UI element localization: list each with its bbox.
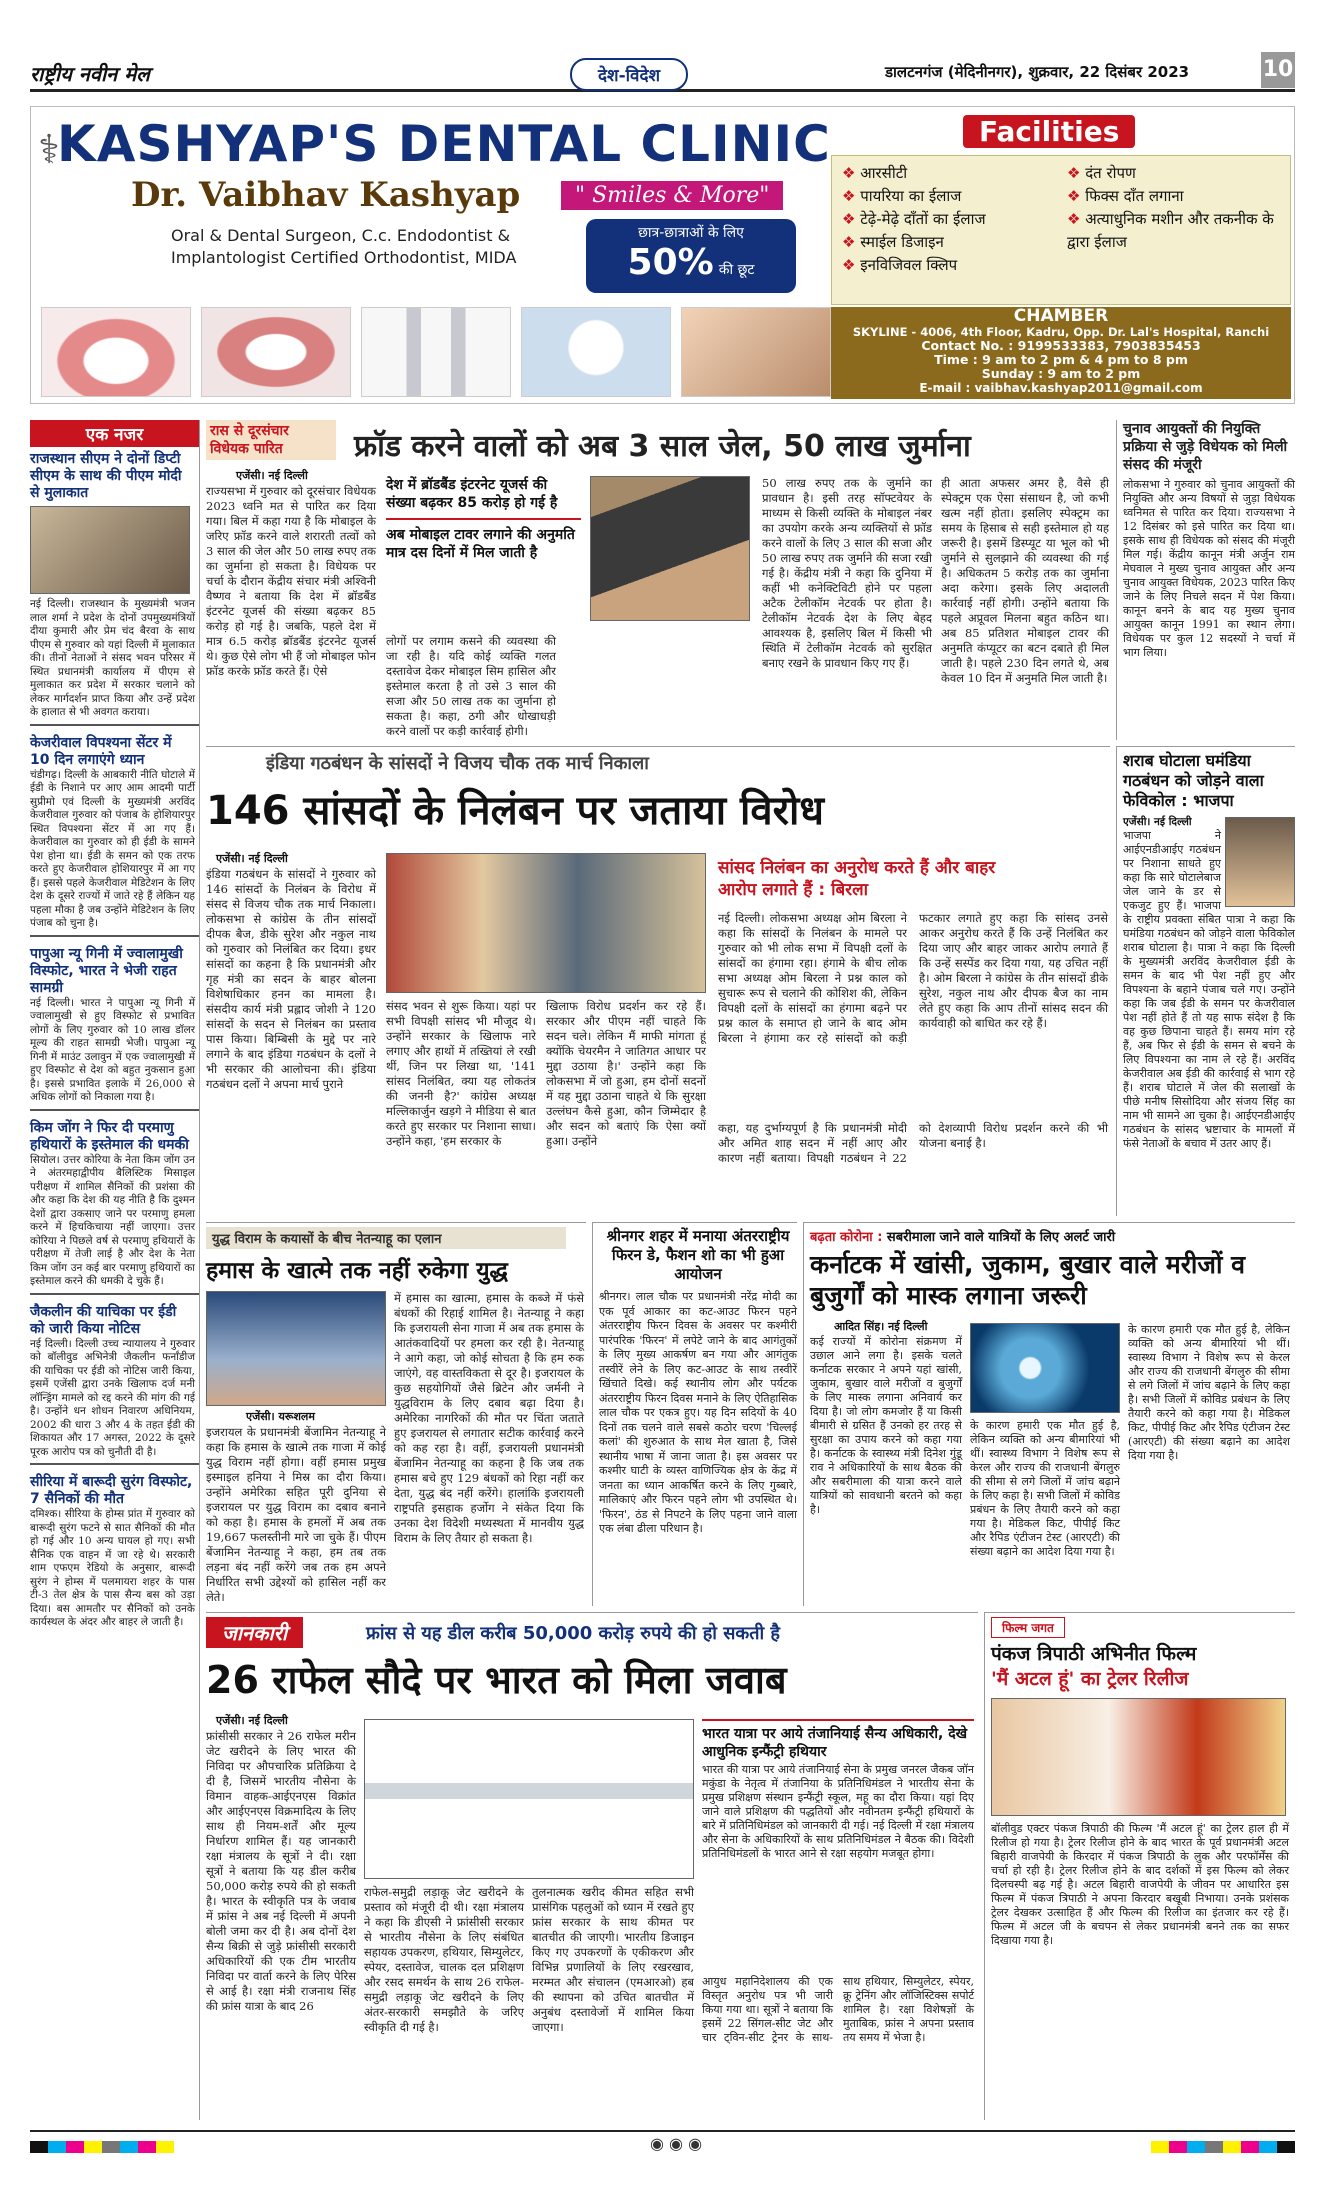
paper-name: राष्ट्रीय नवीन मेल <box>30 62 150 86</box>
pull-quote: सांसद निलंबन का अनुरोध करते हैं और बाहर आरोप लगाते हैं : बिरला <box>718 858 996 900</box>
facilities-left <box>842 162 1057 277</box>
pull-quote-box <box>386 476 581 636</box>
caduceus-logo: ⚕ <box>38 127 60 173</box>
qualification-line: Implantologist Certified Orthodontist, MIDA <box>171 248 517 267</box>
brief-text: सियोल। उत्तर कोरिया के नेता किम जोंग उन ने अंतरमहाद्वीपीय बैलिस्टिक मिसाइल परीक्षण में शामिल सैनिकों की प्रशंसा की और कहा कि देश की यह नीति है कि दुश्मन देशों द्वारा उकसाए जाने पर परमाणु हमला करने में हिचकिचाया नहीं जाएगा। उत्तर कोरिया ने पिछले वर्ष से परमाणु हथियारों के परीक्षण में तेजी लाई है और देश के नेता किम जोंग उन कई बार परमाणु हथियारों का इस्तेमाल करने की धमकी दे चुके हैं। <box>30 1153 195 1287</box>
divider <box>30 724 199 731</box>
registration-mark: ◉ ◉ ◉ <box>650 2134 703 2153</box>
chamber-title: CHAMBER <box>1013 306 1109 326</box>
offer-suffix: की छूट <box>718 262 755 278</box>
facilities-box <box>831 155 1291 305</box>
page-number: 10 <box>1261 52 1295 88</box>
brief-headline: केजरीवाल विपश्यना सेंटर में 10 दिन लगाएंगे ध्यान <box>30 734 172 768</box>
denture-image <box>41 307 191 397</box>
brief-text: दमिश्क। सीरिया के होम्स प्रांत में गुरुवार को बारूदी सुरंग फटने से सात सैनिकों की मौत हो गई और 10 अन्य घायल हो गए। सभी सैनिक एक वाहन में जा रहे थे। सरकारी शाम एफएम रेडियो के अनुसार, बारूदी सुरंग ने होम्स में पलमायरा शहर के पास टी-3 तेल क्षेत्र के पास सैन्य बस को उड़ा दिया। बस आमतौर पर सैनिकों को उनके कार्यस्थल के अंदर और बाहर ले जाती है। <box>30 1508 195 1628</box>
divider <box>30 1293 199 1300</box>
spokesperson-photo <box>1225 817 1295 907</box>
facility-item: ❖ टेढ़े-मेढ़े दाँतों का ईलाज <box>842 210 986 228</box>
story-text: के कारण हमारी एक मौत हुई है, लेकिन व्यक्ति को अन्य बीमारियां भी थीं। स्वास्थ्य विभाग ने विशेष रूप से केरल और राज्य की राजधानी बेंगलुरु की सीमा से लगे जिलों में जांच बढ़ाने के लिए कहा है। सभी जिलों में कोविड प्रबंधन के लिए तैयारी करने को कहा गया है। मेडिकल किट, पीपीई किट और रैपिड एंटीजन टेस्ट (आरएटी) की संख्या बढ़ाने का आदेश दिया गया है। <box>1128 1323 1290 1462</box>
chamber-line: Contact No. : 9199533383, 7903835453 <box>921 338 1201 353</box>
pull-quote: भारत यात्रा पर आये तंजानियाई सैन्य अधिकारी, देखे आधुनिक इन्फैंट्री हथियार <box>702 1719 974 1761</box>
story-text: आयुध महानिदेशालय की एक विस्तृत अनुरोध पत्र भी जारी किया गया था। सूत्रों ने बताया कि इसमें 22 सिंगल-सीट जेट और चार ट्विन-सीट ट्रेनर के साथ-साथ हथियार, सिम्युलेटर, स्पेयर, क्रू ट्रेनिंग और लॉजिस्टिक्स सपोर्ट शामिल है। रक्षा विशेषज्ञों के मुताबिक, फ्रांस ने अपना प्रस्ताव तय समय में भेजा है। <box>702 1975 974 2044</box>
chamber-line: SKYLINE - 4006, 4th Floor, Kadru, Opp. Dr. Lal's Hospital, Ranchi <box>852 325 1270 339</box>
story-headline-2: 'मैं अटल हूं' का ट्रेलर रिलीज <box>991 1668 1189 1690</box>
divider <box>30 1463 199 1470</box>
divider <box>30 935 199 942</box>
netanyahu-photo <box>206 1291 386 1406</box>
kicker-red: बढ़ता कोरोना : <box>810 1230 883 1245</box>
story-headline: शराब घोटाला घमंडिया गठबंधन को जोड़ने वाला फेविकोल : भाजपा <box>1123 751 1264 810</box>
story-text: संसद भवन से शुरू किया। यहां पर सभी विपक्षी सांसद भी मौजूद थे। उन्होंने सरकार के खिलाफ नारे लगाए और हाथों में तख्तियां ले रखी थीं, जिन पर लिखा था, '141 सांसद निलंबित, क्या यह लोकतंत्र की जननी है?' कांग्रेस अध्यक्ष मल्लिकार्जुन खड़गे ने मीडिया से बात करते हुए सरकार पर निशाना साधा। उन्होंने कहा, 'हम सरकार के <box>386 999 536 1148</box>
brief-headline: पापुआ न्यू गिनी में ज्वालामुखी विस्फोट, भारत ने भेजी राहत सामग्री <box>30 945 183 996</box>
story-text: बॉलीवुड एक्टर पंकज त्रिपाठी की फिल्म 'मैं अटल हूं' का ट्रेलर हाल ही में रिलीज हो गया है। ट्रेलर रिलीज होने के बाद भारत के पूर्व प्रधानमंत्री अटल बिहारी वाजपेयी के किरदार में पंकज त्रिपाठी के लुक और परफॉर्मेंस की चर्चा हो रही है। ट्रेलर रिलीज होने के बाद दर्शकों में इस फिल्म को लेकर दिलचस्पी बढ़ गई है। अटल बिहारी वाजपेयी के जीवन पर आधारित इस फिल्म में पंकज त्रिपाठी ने अपना किरदार बखूबी निभाया। उनके प्रशंसक ट्रेलर देखकर उत्साहित हैं और फिल्म की रिलीज का इंतजार कर रहे हैं। फिल्म में अटल जी के बचपन से लेकर प्रधानमंत्री बनने तक का सफर दिखाया गया है। <box>991 1822 1289 1947</box>
story-text: कहा, यह दुर्भाग्यपूर्ण है कि प्रधानमंत्री मोदी और अमित शाह सदन में नहीं आए और कारण नहीं बताया। विपक्षी गठबंधन ने 22 को देशव्यापी विरोध प्रदर्शन करने की भी योजना बनाई है। <box>718 1121 1108 1165</box>
masthead <box>30 52 1295 92</box>
qualifications <box>171 225 516 269</box>
dental-images <box>41 307 831 399</box>
chamber-line: Time : 9 am to 2 pm & 4 pm to 8 pm <box>934 352 1188 367</box>
story-headline: 146 सांसदों के निलंबन पर जताया विरोध <box>206 788 824 834</box>
brief-headline: राजस्थान सीएम ने दोनों डिप्टी सीएम के साथ की पीएम मोदी से मुलाकात <box>30 451 182 501</box>
chamber-line: E-mail : vaibhav.kashyap2011@gmail.com <box>919 381 1203 395</box>
story-text: राज्यसभा में गुरुवार को दूरसंचार विधेयक 2023 ध्वनि मत से पारित कर दिया गया। बिल में कहा गया है कि मोबाइल के जरिए फ्रॉड करने वाले शरारती तत्वों को 3 साल की जेल और 50 लाख रुपए तक का जुर्माना हो सकता है। विधेयक पर चर्चा के दौरान केंद्रीय संचार मंत्री अश्विनी वैष्णव ने बताया कि देश में ब्रॉडबैंड इंटरनेट यूजर्स की संख्या बढ़कर 85 करोड़ हो गई है। जबकि, पहले देश में मात्र 6.5 करोड़ ब्रॉडबैंड इंटरनेट यूजर्स थे। कुछ ऐसे लोग भी हैं जो मोबाइल फोन फ्रॉड करके फ्रॉड करते हैं। ऐसे <box>206 484 376 678</box>
story-text: खिलाफ विरोध प्रदर्शन कर रहे हैं। सरकार और पीएम नहीं चाहते कि सदन चले। लेकिन मैं माफी मांगता हूं क्योंकि चेयरमैन ने जातिगत आधार पर मुद्दा उठाया है।' उन्होंने कहा कि लोकसभा में जो हुआ, हम दोनों सदनों में यह मुद्दा उठाना चाहते थे कि सुरक्षा उल्लंघन कैसे हुआ, कौन जिम्मेदार है और सदन को बताएं कि ऐसा क्यों हुआ। उन्होंने <box>546 999 706 1148</box>
facilities-right <box>1067 162 1282 254</box>
story-headline: श्रीनगर शहर में मनाया अंतरराष्ट्रीय फिरन डे, फैशन शो का भी हुआ आयोजन <box>606 1227 790 1283</box>
story-text: श्रीनगर। लाल चौक पर प्रधानमंत्री नरेंद्र मोदी का एक पूर्व आकार का कट-आउट फिरन पहने अंतरराष्ट्रीय फिरन दिवस के अवसर पर कश्मीरी पारंपरिक 'फिरन' में लपेटे जाने के बाद आगंतुकों के लिए मुख्य आकर्षण बन गया और आगंतुक तस्वीरें लेने के लिए कट-आउट के साथ तस्वीरें खिंचाते दिखे। कई स्थानीय लोग और पर्यटक अंतरराष्ट्रीय फिरन दिवस मनाने के लिए ऐतिहासिक लाल चौक पर एकत्र हुए। यह दिन सदियों के 40 दिनों तक चलने वाले सबसे कठोर चरण 'चिल्लई कलां' की शुरुआत के साथ मेल खाता है, जिसे स्थानीय भाषा में जाना जाता है। इस अवसर पर कश्मीर घाटी के व्यस्त वाणिज्यिक क्षेत्र के केंद्र में जनता का ध्यान आकर्षित करने के लिए गुब्बारे, मालिकाएं और फिरन पहने लोग भी उपस्थित थे। 'फिरन', ठंड से निपटने के लिए पहना जाने वाला एक लंबा ढीला परिधान है। <box>599 1290 797 1535</box>
story-headline: कर्नाटक में खांसी, जुकाम, बुखार वाले मरीजों व बुजुर्गों को मास्क लगाना जरूरी <box>810 1250 1246 1310</box>
offer-value: 50% <box>627 242 714 283</box>
story-byline: एजेंसी। नई दिल्ली <box>236 469 308 482</box>
liquor-scam-story <box>1116 746 1295 1216</box>
facility-item: ❖ दंत रोपण <box>1067 164 1136 182</box>
story-byline: एजेंसी। नई दिल्ली <box>1123 816 1192 828</box>
story-text: ही आता अफसर अमर है, वैसे ही स्पेक्ट्रम एक ऐसा संसाधन है, जो कभी खत्म नहीं होता। इसलिए स्पेक्ट्रम का समय के हिसाब से सही इस्तेमाल हो यह जरूरी है। इसमें डिस्प्यूट या भूल को भी जुर्माने से सुलझाने की व्यवस्था की गई है। अधिकतम 5 करोड़ तक का जुर्माना अदा करेगा। इसके लिए अदालती कार्रवाई नहीं होगी। उन्होंने बताया कि पहले अप्रूवल मिलना बहुत कठिन था। अब 85 प्रतिशत मोबाइल टावर की अनुमति कंप्यूटर का बटन दबाते ही मिल जाती है। पहले 230 दिन लगते थे, अब केवल 10 दिन में अनुमति मिल जाती है। <box>941 476 1109 685</box>
pull-quote: अब मोबाइल टावर लगाने की अनुमति मात्र दस दिनों में मिल जाती है <box>386 527 575 561</box>
story-kicker: सबरीमाला जाने वाले यात्रियों के लिए अलर्ट जारी <box>886 1230 1116 1245</box>
firan-day-story <box>592 1222 797 1606</box>
story-byline: एजेंसी। यरूशलम <box>246 1410 315 1423</box>
facility-item: ❖ स्माईल डिजाइन <box>842 233 944 251</box>
story-byline: एजेंसी। नई दिल्ली <box>216 852 288 865</box>
facility-item: ❖ आरसीटी <box>842 164 908 182</box>
chamber-box <box>831 307 1291 399</box>
story-kicker: युद्ध विराम के कयासों के बीच नेतन्याहू का एलान <box>206 1227 566 1249</box>
story-kicker: फ्रांस से यह डील करीब 50,000 करोड़ रुपये की हो सकती है <box>366 1623 780 1644</box>
story-text: कई राज्यों में कोरोना संक्रमण में उछाल आने लगा है। इसके चलते कर्नाटक सरकार ने अपने यहां खांसी, जुकाम, बुखार वाले मरीजों व बुजुर्गों के लिए मास्क लगाना अनिवार्य कर दिया है। जो लोग कमजोर हैं या किसी बीमारी से ग्रसित हैं उनको हर तरह से सुरक्षा का उपाय करने को कहा गया है। कर्नाटक के स्वास्थ्य मंत्री दिनेश गुंडू राव ने अधिकारियों के साथ बैठक की और सबरीमाला की यात्रा करने वाले यात्रियों को सावधानी बरतने को कहा है। <box>810 1335 962 1516</box>
story-headline: 26 राफेल सौदे पर भारत को मिला जवाब <box>206 1658 787 1702</box>
covid-story <box>803 1222 1295 1606</box>
doctor-name: Dr. Vaibhav Kashyap <box>131 175 521 215</box>
story-text: में हमास का खात्मा, हमास के कब्जे में फंसे बंधकों की रिहाई शामिल है। नेतन्याहू ने कहा कि इजरायली सेना गाजा में अब तक हमास के आतंकवादियों पर हमला कर रही है। नेतन्याहू ने आगे कहा, जो कोई सोचता है कि हम रुक जाएंगे, वह वास्तविकता से दूर है। इजरायल के कुछ सहयोगियों जैसे ब्रिटेन और जर्मनी ने युद्धविराम के लिए दबाव बढ़ा दिया है। अमेरिका नागरिकों की मौत पर चिंता जताते हुए इजरायल से लगातार सटीक कार्रवाई करने को कह रहा है। वहीं, इजरायली प्रधानमंत्री बेंजामिन नेतन्याहू का कहना है कि जब तक हमास बचे हुए 129 बंधकों को रिहा नहीं कर देता, युद्ध बंद नहीं करेंगे। हालांकि इजरायली राष्ट्रपति इसहाक हर्जोग ने संकेत दिया कि उनका देश विदेशी मध्यस्थता में मानवीय युद्ध विराम के लिए तैयार हो सकता है। <box>394 1291 584 1545</box>
section-label: देश-विदेश <box>570 58 688 91</box>
story-text: राफेल-समुद्री लड़ाकू जेट खरीदने के प्रस्ताव को मंजूरी दी थी। रक्षा मंत्रालय ने कहा कि डीएसी ने फ्रांसीसी सरकार से भारतीय नौसेना के लिए संबंधित सहायक उपकरण, हथियार, सिम्युलेटर, स्पेयर, दस्तावेज, चालक दल प्रशिक्षण और रसद समर्थन के साथ 26 राफेल-समुद्री लड़ाकू जेट खरीदने के लिए अंतर-सरकारी समझौते के जरिए स्वीकृति दी गई है। <box>364 1885 524 2034</box>
pull-quote: देश में ब्रॉडबैंड इंटरनेट यूजर्स की संख्या बढ़कर 85 करोड़ हो गई है <box>386 477 558 511</box>
facility-item: ❖ पायरिया का ईलाज <box>842 187 962 205</box>
story-text: लोगों पर लगाम कसने की व्यवस्था की जा रही है। यदि कोई व्यक्ति गलत दस्तावेज देकर मोबाइल सिम हासिल और इस्तेमाल करता है तो उसे 3 साल की सजा और 50 लाख तक का जुर्माना हो सकता है। कहा, ठगी और धोखाधड़ी करने वालों पर कड़ी कार्रवाई होगी। <box>386 634 556 738</box>
qualification-line: Oral & Dental Surgeon, C.c. Endodontist & <box>171 226 511 245</box>
brief-text: नई दिल्ली। राजस्थान के मुख्यमंत्री भजन लाल शर्मा ने प्रदेश के दोनों उपमुख्यमंत्रियों दीया कुमारी और प्रेम चंद बैरवा के साथ पीएम से गुरुवार को यहां दिल्ली में मुलाकात की। तीनों नेताओं ने संसद भवन परिसर में स्थित प्रधानमंत्री कार्यालय में पीएम से मुलाकात कर प्रदेश में सरकार चलाने को लेकर मार्गदर्शन प्राप्त किया और उन्हें प्रदेश के हालात से भी अवगत कराया। <box>30 598 195 718</box>
election-commissioner-story <box>1116 420 1295 740</box>
dental-clinic-ad <box>30 106 1295 404</box>
story-text: भाजपा ने आईएनडीआईए गठबंधन पर निशाना साधते हुए कहा कि सारे घोटालेबाज जेल जाने के डर से एकजुट हुए हैं। भाजपा के राष्ट्रीय प्रवक्ता संबित पात्रा ने कहा कि घमंडिया गठबंधन को जोड़ने वाला फेविकोल शराब घोटाला है। पात्रा ने कहा कि दिल्ली के मुख्यमंत्री अरविंद केजरीवाल ईडी के समन के बाद भी पेश नहीं हुए और विपश्यना के बहाने पंजाब चले गए। उन्होंने कहा कि जब ईडी के समन पर केजरीवाल पेश नहीं होते हैं तो यह साफ संदेश है कि वह कुछ छिपाना चाहते हैं। समय मांग रहे हैं, अब फिर से ईडी के समन से बचने के लिए विपश्यना का नाम ले रहे हैं। अरविंद केजरीवाल अब ईडी की कार्रवाई से भाग रहे हैं। शराब घोटाले में जेल की सलाखों के पीछे मनीष सिसोदिया और संजय सिंह का नाम भी सामने आ चुका है। आईएनडीआईए गठबंधन के सांसद भ्रष्टाचार के मामलों में फंसे नेताओं के बचाव में उतर आए हैं। <box>1123 829 1295 1150</box>
story-headline: चुनाव आयुक्तों की नियुक्ति प्रक्रिया से जुड़े विधेयक को मिली संसद की मंजूरी <box>1123 421 1288 473</box>
divider <box>30 1109 199 1116</box>
story-text: लोकसभा ने गुरुवार को चुनाव आयुक्तों की नियुक्ति और अन्य विषयों से जुड़ा विधेयक ध्वनिमत से पारित कर दिया। राज्यसभा ने 12 दिसंबर को इसे पारित कर दिया था। इसके साथ ही विधेयक को संसद की मंजूरी मिल गई। केंद्रीय कानून मंत्री अर्जुन राम मेघवाल ने मुख्य चुनाव आयुक्त और अन्य चुनाव आयुक्त विधेयक, 2023 पारित किए जाने के लिए निचले सदन में पेश किया। कानून बनने के बाद यह मुख्य चुनाव आयुक्त कानून 1991 का स्थान लेगा। विधेयक पर कुल 12 सदस्यों ने चर्चा में भाग लिया। <box>1123 478 1295 659</box>
story-byline: एजेंसी। नई दिल्ली <box>216 1714 288 1727</box>
facility-item: ❖ अत्याधुनिक मशीन और तकनीक के द्वारा ईलाज <box>1067 210 1274 251</box>
facility-item: ❖ इनविजिवल क्लिप <box>842 256 958 274</box>
story-text: तुलनात्मक खरीद कीमत सहित सभी प्रासंगिक पहलुओं को ध्यान में रखते हुए फ्रांस सरकार के साथ कीमत पर बातचीत की जाएगी। भारतीय डिजाइन किए गए उपकरणों के एकीकरण और विभिन्न प्रणालियों के लिए रखरखाव, मरम्मत और संचालन (एमआरओ) हब की स्थापना को उचित बातचीत में अनुबंध दस्तावेजों में शामिल किया जाएगा। <box>532 1885 694 2034</box>
brief-headline: जैकलीन की याचिका पर ईडी को जारी किया नोटिस <box>30 1303 177 1337</box>
story-headline: पंकज त्रिपाठी अभिनीत फिल्म <box>991 1643 1197 1665</box>
braces-image <box>201 307 351 397</box>
minister-photo <box>590 476 750 621</box>
story-text: 50 लाख रुपए तक के जुर्माने का प्रावधान है। इसी तरह सॉफ्टवेयर के माध्यम से किसी व्यक्ति के मोबाइल नंबर का उपयोग करके अन्य व्यक्तियों से फ्रॉड करने वालों के लिए 3 साल की सजा और 50 लाख रुपए तक जुर्माने की सजा रखी गई है। केंद्रीय मंत्री ने कहा कि दुनिया में कहीं भी कनेक्टिविटी होने पर पहला अटैक टेलीकॉम नेटवर्क पर होता है। टेलीकॉम नेटवर्क देश के लिए बेहद आवश्यक है, इसलिए बिल में किसी भी स्थिति में टेलीकॉम नेटवर्क को सुरक्षित बनाए रखने के प्रावधान किए गए हैं। <box>762 476 932 670</box>
trailer-photo <box>991 1698 1286 1816</box>
brief-headline: सीरिया में बारूदी सुरंग विस्फोट, 7 सैनिकों की मौत <box>30 1474 193 1507</box>
facilities-title: Facilities <box>963 115 1135 148</box>
story-text: नई दिल्ली। लोकसभा अध्यक्ष ओम बिरला ने कहा कि सांसदों के निलंबन के मामले पर गुरुवार को भी लोक सभा में विपक्षी दलों के सांसदों का हंगामा रहा। हंगामे के बीच लोक सभा अध्यक्ष ओम बिरला ने प्रश्न काल को सुचारू रूप से चलाने की कोशिश की, लेकिन विपक्षी दलों के सांसदों का हंगामा बढ़ने पर प्रश्न काल के समाप्त हो जाने के बाद ओम बिरला ने हंगामा कर रहे सांसदों को कड़ी फटकार लगाते हुए कहा कि सांसद उनसे आकर अनुरोध करते हैं कि उन्हें निलंबित कर दिया जाए और बाहर जाकर आरोप लगाते हैं कि उन्हें सस्पेंड कर दिया गया, यह उचित नहीं है। ओम बिरला ने कांग्रेस के तीन सांसदों डीके सुरेश, नकुल नाथ और दीपक बैज का नाम लेते हुए कहा कि आप तीनों सांसद सदन की कार्यवाही को बाधित कर रहे हैं। <box>718 911 1108 1045</box>
brief-photo <box>30 506 190 594</box>
offer-line: छात्र-छात्राओं के लिए <box>638 225 744 241</box>
brief-text: नई दिल्ली। भारत ने पापुआ न्यू गिनी में ज्वालामुखी से हुए विस्फोट से प्रभावित लोगों के लिए गुरुवार को 10 लाख डॉलर मूल्य की राहत सामग्री भेजी। पापुआ न्यू गिनी में माउंट उलावुन में एक ज्वालामुखी में हुए विस्फोट से देश को बहुत नुकसान हुआ है। इससे प्रभावित इलाके में 26,000 से अधिक लोगों को निकाला गया है। <box>30 996 195 1103</box>
story-headline: हमास के खात्मे तक नहीं रुकेगा युद्ध <box>206 1258 508 1284</box>
virus-photo <box>970 1323 1120 1413</box>
suspension-story <box>206 746 1110 1216</box>
chamber-line: Sunday : 9 am to 2 pm <box>981 366 1141 381</box>
telecom-story <box>206 420 1110 740</box>
tooth-image <box>521 307 671 397</box>
story-text: भारत की यात्रा पर आये तंजानियाई सेना के प्रमुख जनरल जैकब जॉन मकुंडा के नेतृत्व में तंजानिया के प्रतिनिधिमंडल ने भारतीय सेना के प्रमुख प्रशिक्षण संस्थान इन्फैंट्री स्कूल, महू का दौरा किया। यहां दिए जाने वाले प्रशिक्षण की पद्धतियों और नवीनतम इन्फैंट्री हथियारों के बारे में प्रतिनिधिमंडल को जानकारी दी गई। नई दिल्ली में रक्षा मंत्रालय और सेना के अधिकारियों के साथ प्रतिनिधिमंडल ने बैठक की। विदेशी प्रतिनिधिमंडलों के भारत आने से रक्षा सहयोग मजबूत होगा। <box>702 1763 974 1860</box>
story-text: इंडिया गठबंधन के सांसदों ने गुरुवार को 146 सांसदों के निलंबन के विरोध में संसद से विजय चौक तक मार्च निकाला। लोकसभा से कांग्रेस के तीन सांसदों दीपक बैज, डीके सुरेश और नकुल नाथ को गुरुवार को निलंबित कर दिया। इधर सांसदों का कहना है कि प्रधानमंत्री और गृह मंत्री का सदन के बाहर बोलना विशेषाधिकार हनन का मामला है। संसदीय कार्य मंत्री प्रह्लाद जोशी ने 120 सांसदों के सदन से निलंबन का प्रस्ताव पास किया। बिम्बिसी के मुद्दे पर नारे लगाने के बाद इंडिया गठबंधन के दलों ने भी सरकार की आलोचना की। इंडिया गठबंधन दलों ने अपना मार्च पुराने <box>206 867 376 1091</box>
israel-story <box>206 1222 586 1606</box>
briefs-label: एक नजर <box>30 420 199 447</box>
protest-photo <box>386 853 706 993</box>
story-kicker: इंडिया गठबंधन के सांसदों ने विजय चौक तक मार्च निकाला <box>266 753 649 774</box>
child-patient-image <box>681 307 831 397</box>
story-byline: आदित सिंह। नई दिल्ली <box>834 1320 928 1333</box>
tagline: " Smiles & More" <box>561 181 783 210</box>
dateline: डालटनगंज (मेदिनीनगर), शुक्रवार, 22 दिसंबर 2023 <box>885 63 1190 81</box>
story-headline: फ्रॉड करने वालों को अब 3 साल जेल, 50 लाख जुर्माना <box>354 429 971 464</box>
film-story <box>984 1612 1295 2120</box>
clinic-name: KASHYAP'S DENTAL CLINIC <box>57 115 831 173</box>
brief-headline: किम जोंग ने फिर दी परमाणु हथियारों के इस्तेमाल की धमकी <box>30 1119 189 1153</box>
implant-image <box>361 307 511 397</box>
brief-text: नई दिल्ली। दिल्ली उच्च न्यायालय ने गुरुवार को बॉलीवुड अभिनेत्री जैकलीन फर्नांडीज की याचिका पर ईडी को नोटिस जारी किया, इसमें एजेंसी द्वारा उनके खिलाफ दर्ज मनी लॉन्ड्रिंग मामले को रद्द करने की मांग की गई है। उन्होंने धन शोधन निवारण अधिनियम, 2002 की धारा 3 और 4 के तहत ईडी की शिकायत और 17 अगस्त, 2022 के दूसरे पूरक आरोप पत्र को चुनौती दी है। <box>30 1337 195 1458</box>
briefs-column <box>30 420 200 2120</box>
story-text: फ्रांसीसी सरकार ने 26 राफेल मरीन जेट खरीदने के लिए भारत की निविदा पर औपचारिक प्रतिक्रिया दे दी है, जिसमें भारतीय नौसेना के विमान वाहक-आईएनएस विक्रांत और आईएनएस विक्रमादित्य के लिए साथ ही नियम-शर्तें और मूल्य निर्धारण शामिल हैं। यह जानकारी रक्षा मंत्रालय के सूत्रों ने दी। रक्षा सूत्रों ने बताया कि यह डील करीब 50,000 करोड़ रुपये की हो सकती है। भारत के स्वीकृति पत्र के जवाब में फ्रांस ने अब नई दिल्ली में अपनी बोली जमा कर दी है। अब दोनों देश सैन्य बिक्री से जुड़े फ्रांसीसी सरकारी अधिकारियों की एक टीम भारतीय निविदा पर वार्ता करने के लिए पेरिस से आई है। रक्षा मंत्री राजनाथ सिंह की फ्रांस यात्रा के बाद 26 <box>206 1729 356 2013</box>
story-kicker: रास से दूरसंचार विधेयक पारित <box>206 420 336 460</box>
film-label: फिल्म जगत <box>991 1617 1065 1638</box>
print-registration-strip <box>30 2130 1295 2152</box>
rafale-jet-photo <box>364 1719 694 1879</box>
story-text: इजरायल के प्रधानमंत्री बेंजामिन नेतन्याहू ने कहा कि हमास के खात्मे तक गाजा में कोई युद्ध विराम नहीं होगा। वहीं हमास प्रमुख इस्माइल हनिया ने मिस्र का दौरा किया। उन्होंने अमेरिका सहित पूरी दुनिया से इजरायल पर युद्ध विराम का दबाव बनाने को कहा है। हमास के हमलों में अब तक 19,667 फलस्तीनी मारे जा चुके हैं। पीएम बेंजामिन नेतन्याहू ने कहा, हम तब तक लड़ना बंद नहीं करेंगे जब तक हम अपने निर्धारित सभी उद्देश्यों को हासिल नहीं कर लेते। <box>206 1425 386 1604</box>
facility-item: ❖ फिक्स दाँत लगाना <box>1067 187 1184 205</box>
brief-text: चंडीगढ़। दिल्ली के आबकारी नीति घोटाले में ईडी के निशाने पर आए आम आदमी पार्टी सुप्रीमो एवं दिल्ली के मुख्यमंत्री अरविंद केजरीवाल गुरुवार को पंजाब के होशियारपुर स्थित विपश्यना सेंटर में आ गए हैं। केजरीवाल का गुरुवार को ही ईडी के सामने पेश होना था। ईडी के समन को एक तरफ करते हुए केजरीवाल होशियारपुर में आ गए हैं। इससे पहले केजरीवाल मेडिटेशन के लिए देश के दूसरे राज्यों में जाते रहे हैं लेकिन यह पहला मौका है जब उन्होंने मेडिटेशन के लिए पंजाब को चुना है। <box>30 768 195 929</box>
story-text: के कारण हमारी एक मौत हुई है, लेकिन व्यक्ति को अन्य बीमारियां भी थीं। स्वास्थ्य विभाग ने विशेष रूप से केरल और राज्य की राजधानी बेंगलुरु की सीमा से लगे जिलों में जांच बढ़ाने के लिए कहा है। सभी जिलों में कोविड प्रबंधन के लिए तैयारी करने को कहा गया है। मेडिकल किट, पीपीई किट और रैपिड एंटीजन टेस्ट (आरएटी) की संख्या बढ़ाने का आदेश दिया गया है। <box>970 1419 1120 1558</box>
offer-box <box>586 219 796 293</box>
story-label: जानकारी <box>206 1617 303 1648</box>
rafale-story <box>206 1612 978 2120</box>
